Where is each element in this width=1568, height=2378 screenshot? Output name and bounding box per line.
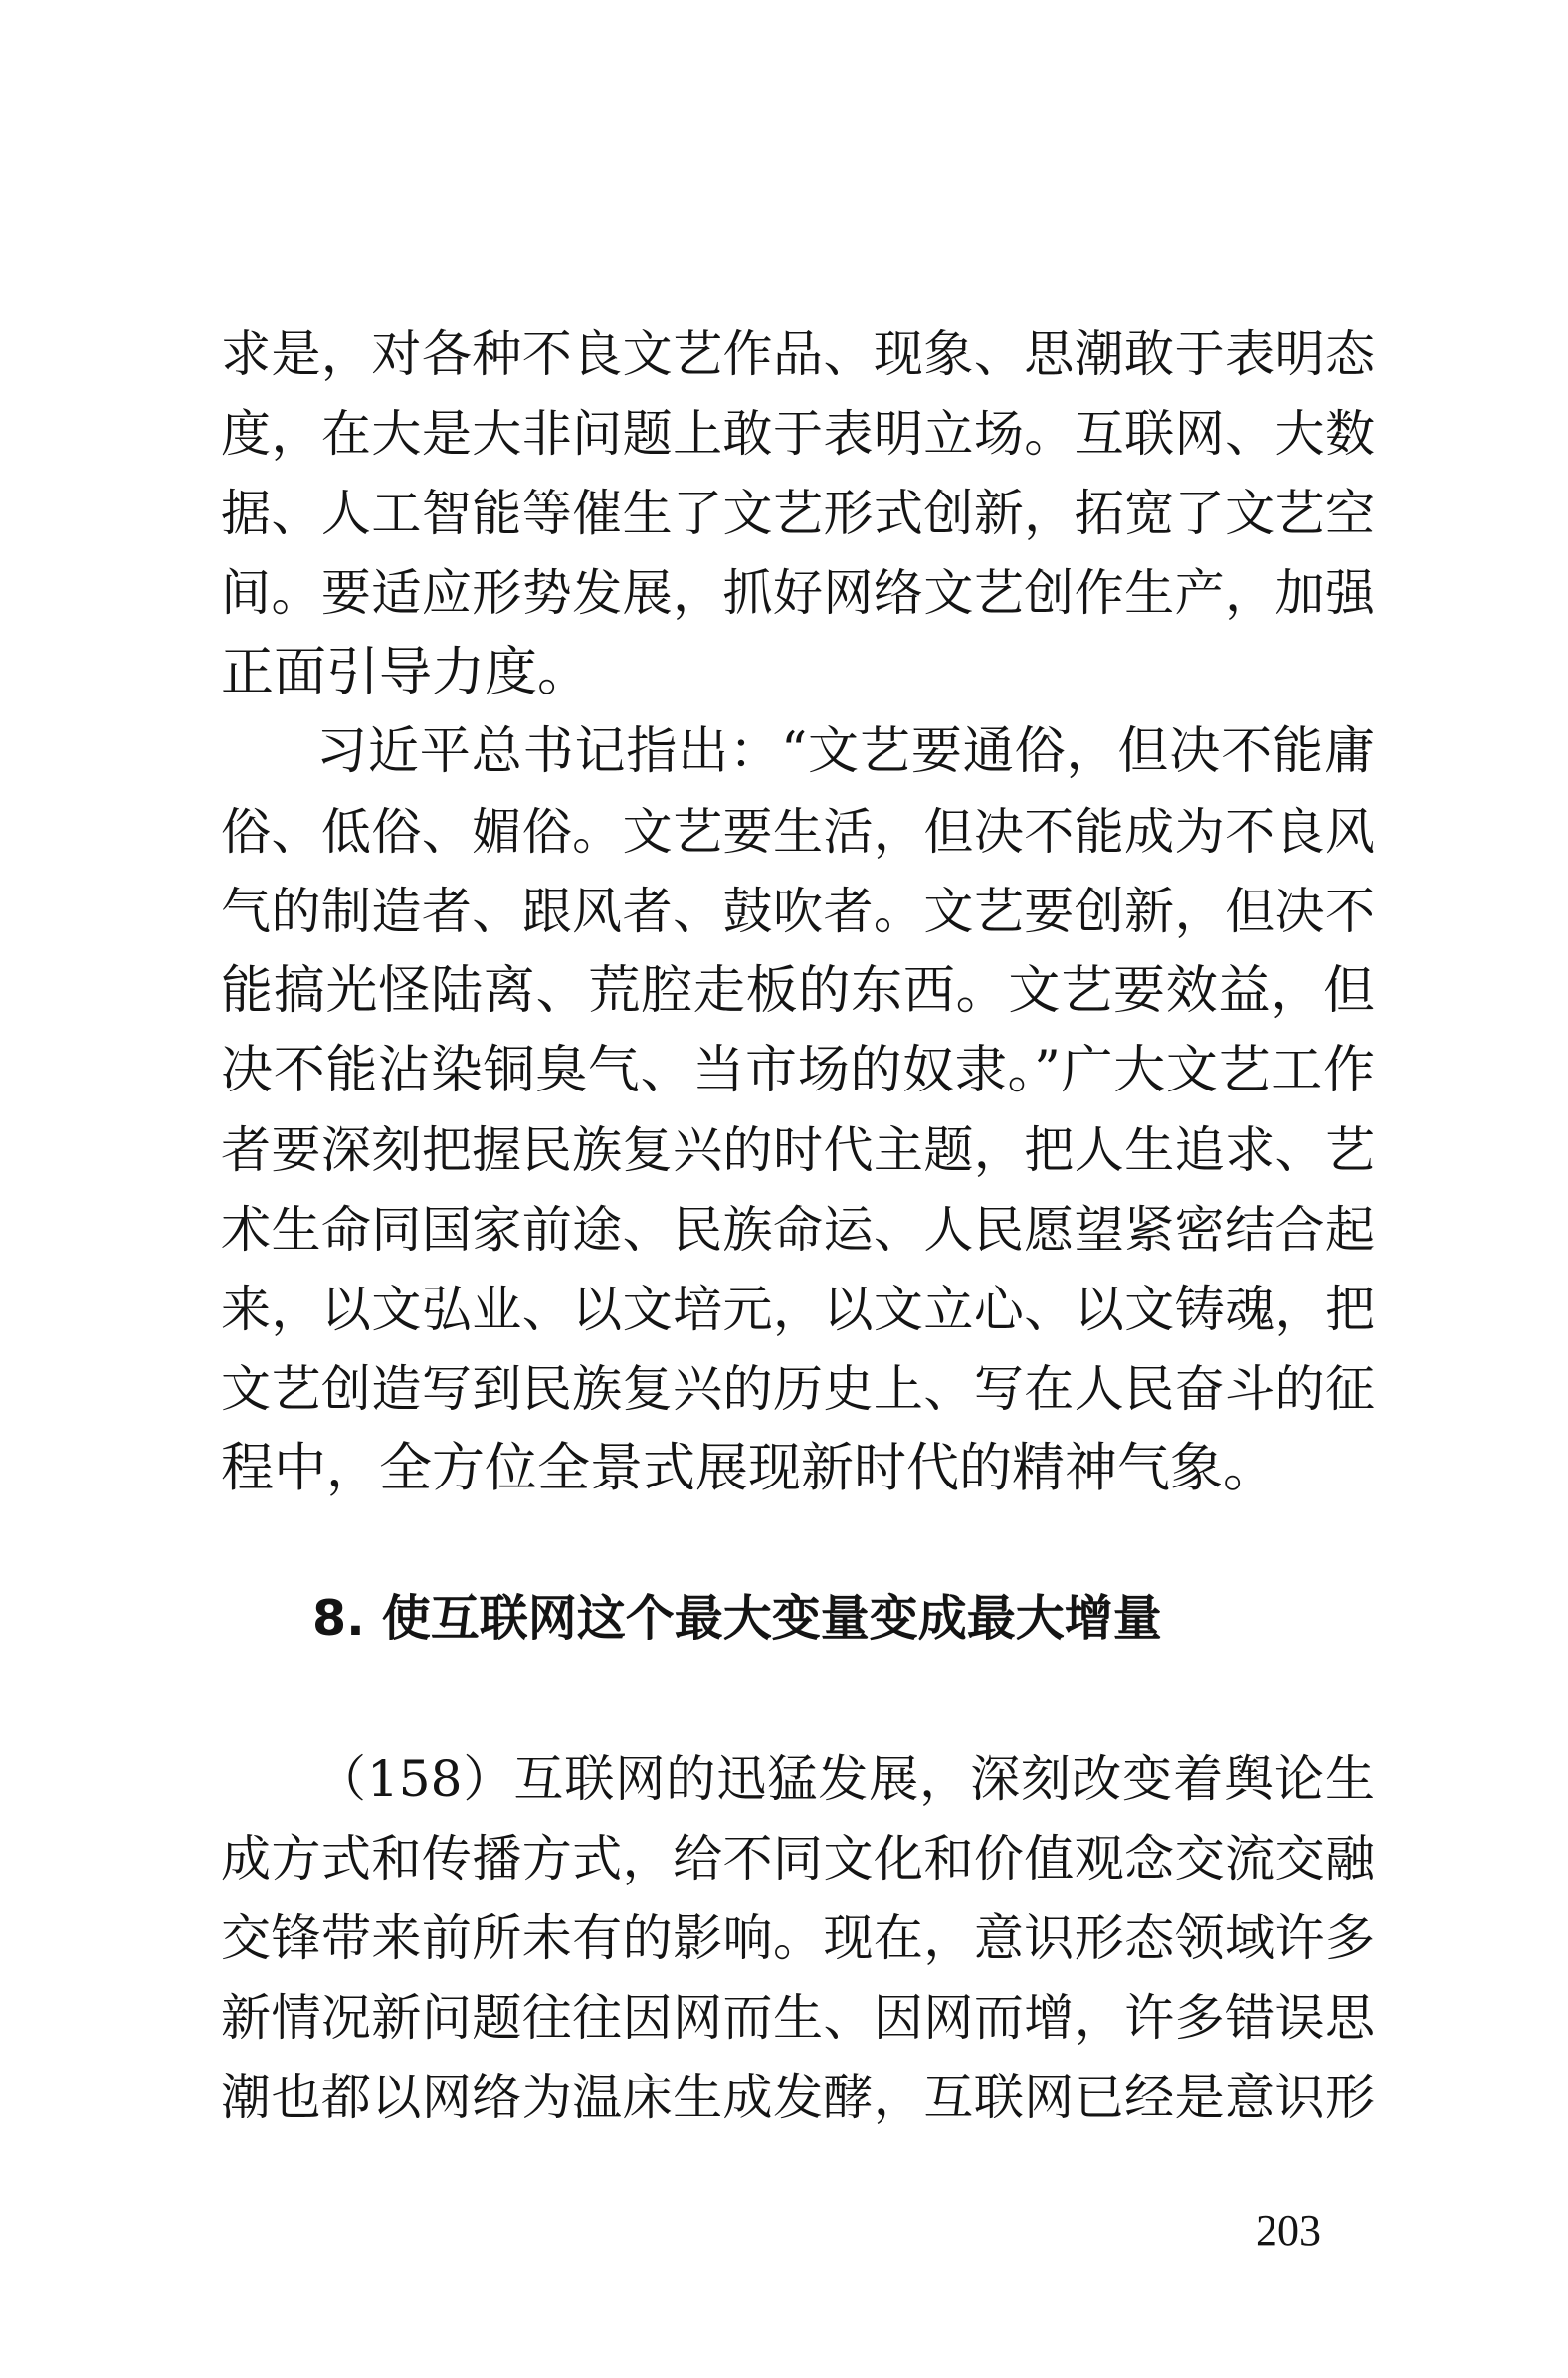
body-text-line: 潮也都以网络为温床生成发酵，互联网已经是意识形 <box>221 2069 1375 2126</box>
body-text-line: （158）互联网的迅猛发展，深刻改变着舆论生 <box>316 1750 1375 1808</box>
body-text-line: 决不能沾染铜臭气、当市场的奴隶。”广大文艺工作 <box>221 1041 1375 1100</box>
section-heading: 8. 使互联网这个最大变量变成最大增量 <box>312 1590 1162 1647</box>
body-text-line: 气的制造者、跟风者、鼓吹者。文艺要创新，但决不 <box>221 883 1375 940</box>
body-text-line: 文艺创造写到民族复兴的历史上、写在人民奋斗的征 <box>221 1360 1375 1418</box>
body-text-line: 求是，对各种不良文艺作品、现象、思潮敢于表明态 <box>221 325 1375 383</box>
body-text-line: 术生命同国家前途、民族命运、人民愿望紧密结合起 <box>221 1201 1375 1259</box>
body-text-line: 据、人工智能等催生了文艺形式创新，拓宽了文艺空 <box>221 485 1375 542</box>
body-text-line: 间。要适应形势发展，抓好网络文艺创作生产，加强 <box>221 564 1375 622</box>
page-number: 203 <box>1256 2206 1321 2255</box>
body-text-line: 习近平总书记指出：“文艺要通俗，但决不能庸 <box>316 722 1375 781</box>
body-text-line: 新情况新问题往往因网而生、因网而增，许多错误思 <box>221 1989 1375 2047</box>
body-text-line: 成方式和传播方式，给不同文化和价值观念交流交融 <box>221 1830 1375 1887</box>
body-text-line: 者要深刻把握民族复兴的时代主题，把人生追求、艺 <box>221 1121 1375 1179</box>
body-text-line: 来，以文弘业、以文培元，以文立心、以文铸魂，把 <box>221 1281 1375 1338</box>
body-text-line: 程中，全方位全景式展现新时代的精神气象。 <box>221 1438 1275 1498</box>
body-text-line: 交锋带来前所未有的影响。现在，意识形态领域许多 <box>221 1909 1375 1967</box>
body-text-line: 度，在大是大非问题上敢于表明立场。互联网、大数 <box>221 405 1375 463</box>
body-text-line: 能搞光怪陆离、荒腔走板的东西。文艺要效益，但 <box>221 961 1375 1021</box>
body-text-line: 正面引导力度。 <box>221 642 590 702</box>
body-text-line: 俗、低俗、媚俗。文艺要生活，但决不能成为不良风 <box>221 803 1375 861</box>
